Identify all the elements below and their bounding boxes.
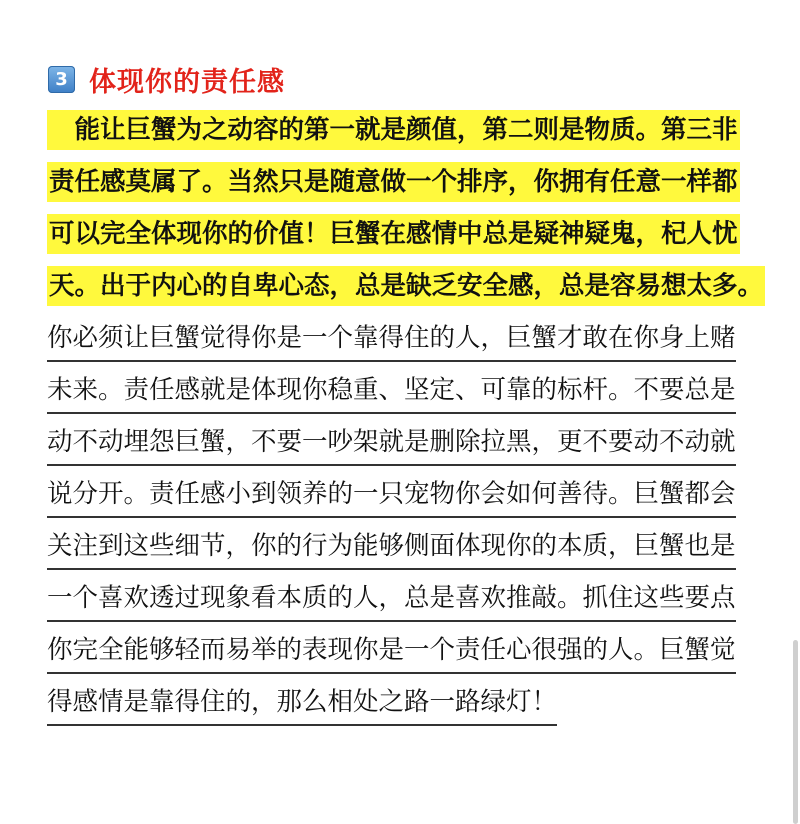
underlined-line: 动不动埋怨巨蟹，不要一吵架就是删除拉黑，更不要动不动就	[47, 416, 757, 468]
underlined-line: 关注到这些细节，你的行为能够侧面体现你的本质，巨蟹也是	[47, 520, 757, 572]
section-title: 体现你的责任感	[89, 67, 285, 98]
section-heading	[48, 60, 285, 99]
highlighted-line: 能让巨蟹为之动容的第一就是颜值，第二则是物质。第三非	[47, 104, 757, 156]
underlined-line: 你必须让巨蟹觉得你是一个靠得住的人，巨蟹才敢在你身上赌	[47, 312, 757, 364]
underlined-line: 说分开。责任感小到领养的一只宠物你会如何善待。巨蟹都会	[47, 468, 757, 520]
underlined-line: 你完全能够轻而易举的表现你是一个责任心很强的人。巨蟹觉	[47, 624, 757, 676]
highlighted-line: 可以完全体现你的价值！巨蟹在感情中总是疑神疑鬼，杞人忧	[47, 208, 757, 260]
underlined-line: 得感情是靠得住的，那么相处之路一路绿灯！	[47, 676, 757, 728]
underlined-line: 一个喜欢透过现象看本质的人，总是喜欢推敲。抓住这些要点	[47, 572, 757, 624]
scrollbar-thumb[interactable]	[793, 640, 798, 824]
section-number-badge: 3	[48, 66, 75, 93]
highlighted-line: 天。出于内心的自卑心态，总是缺乏安全感，总是容易想太多。	[47, 260, 757, 312]
highlighted-line: 责任感莫属了。当然只是随意做一个排序，你拥有任意一样都	[47, 156, 757, 208]
body-text	[47, 104, 764, 728]
underlined-line: 未来。责任感就是体现你稳重、坚定、可靠的标杆。不要总是	[47, 364, 757, 416]
